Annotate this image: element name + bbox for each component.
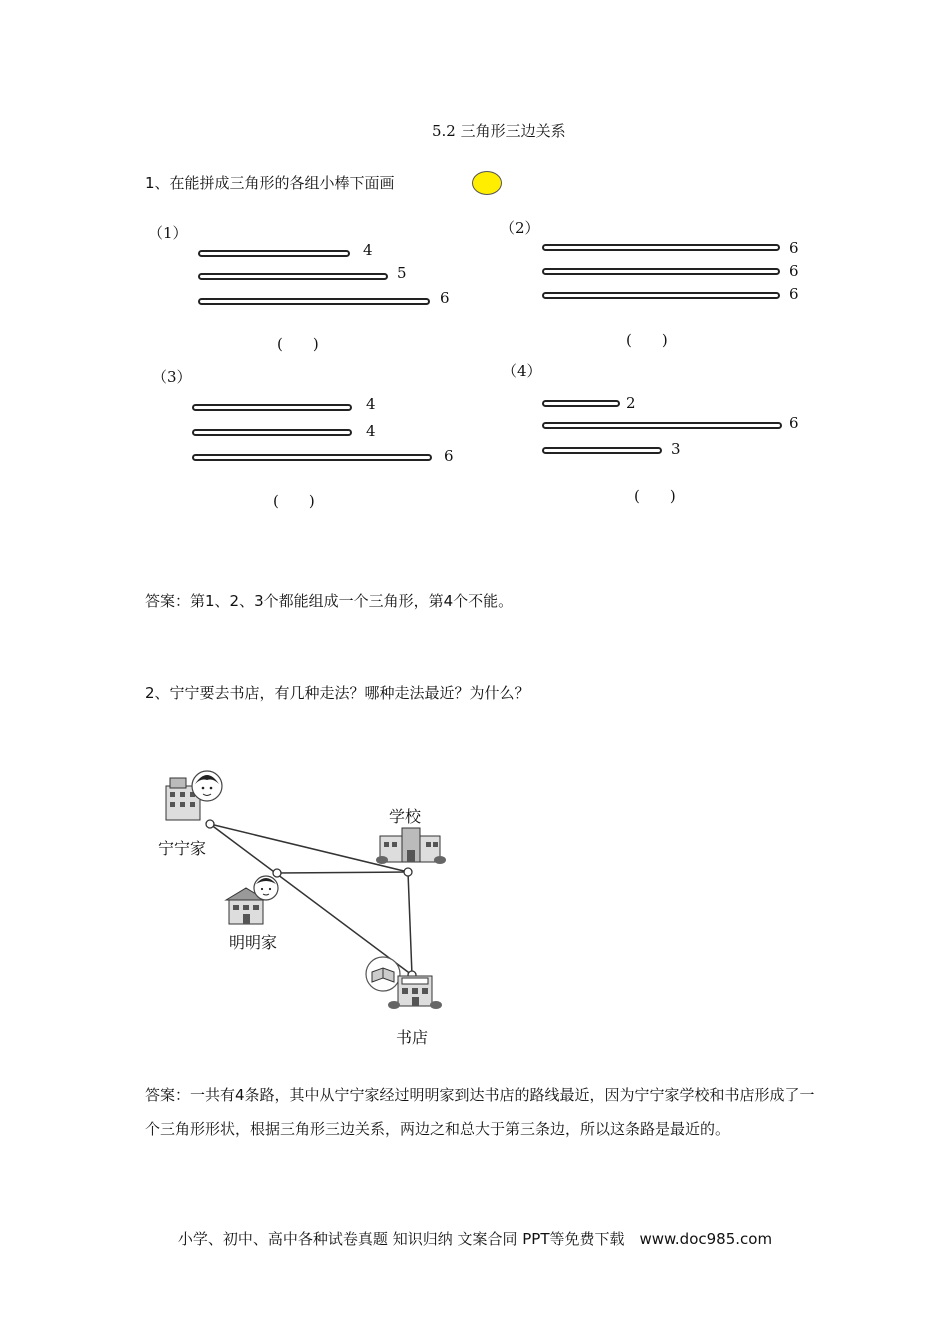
stick bbox=[192, 404, 352, 411]
place-label-bookstore: 书店 bbox=[396, 1028, 429, 1047]
boy-face-icon bbox=[254, 876, 278, 900]
group-4-label: （4） bbox=[502, 362, 542, 380]
group-3-label: （3） bbox=[152, 368, 192, 386]
stick-length: 5 bbox=[397, 264, 407, 282]
stick bbox=[192, 429, 352, 436]
place-label-ningning: 宁宁家 bbox=[158, 839, 207, 858]
stick bbox=[192, 454, 432, 461]
yellow-circle-icon bbox=[472, 171, 502, 195]
stick bbox=[198, 273, 388, 280]
stick bbox=[198, 298, 430, 305]
stick bbox=[542, 400, 620, 407]
node-mingming bbox=[273, 869, 281, 877]
group-1-label: （1） bbox=[148, 224, 188, 242]
place-label-school: 学校 bbox=[389, 807, 422, 826]
stick bbox=[542, 292, 780, 299]
stick-length: 4 bbox=[363, 241, 373, 259]
stick-length: 6 bbox=[789, 414, 799, 432]
route-home-to-school bbox=[210, 824, 408, 872]
question-2-prompt: 2、宁宁要去书店，有几种走法？哪种走法最近？为什么？ bbox=[145, 684, 530, 702]
route-mingming-to-school bbox=[277, 872, 408, 873]
stick-length: 6 bbox=[789, 262, 799, 280]
footer-text: 小学、初中、高中各种试卷真题 知识归纳 文案合同 PPT等免费下载 www.doc985.com bbox=[177, 1230, 773, 1248]
stick-length: 6 bbox=[444, 447, 454, 465]
answer-blank: ( ) bbox=[277, 335, 319, 353]
question-1-prompt: 1、在能拼成三角形的各组小棒下面画 bbox=[145, 174, 395, 192]
answer-blank: ( ) bbox=[626, 331, 668, 349]
page-title: 5.2 三角形三边关系 bbox=[432, 122, 566, 140]
route-school-to-bookstore bbox=[408, 872, 412, 975]
stick-length: 4 bbox=[366, 422, 376, 440]
school-building-icon bbox=[376, 828, 446, 864]
stick-length: 2 bbox=[626, 394, 636, 412]
stick bbox=[198, 250, 350, 257]
stick-length: 4 bbox=[366, 395, 376, 413]
node-school bbox=[404, 868, 412, 876]
group-2-label: （2） bbox=[500, 219, 540, 237]
place-label-mingming: 明明家 bbox=[229, 933, 278, 952]
node-ningning bbox=[206, 820, 214, 828]
stick-length: 6 bbox=[789, 285, 799, 303]
stick-length: 6 bbox=[789, 239, 799, 257]
stick bbox=[542, 244, 780, 251]
stick bbox=[542, 268, 780, 275]
answer-blank: ( ) bbox=[273, 492, 315, 510]
girl-face-icon bbox=[192, 771, 222, 801]
stick-length: 6 bbox=[440, 289, 450, 307]
stick-length: 3 bbox=[671, 440, 681, 458]
book-icon bbox=[366, 957, 400, 991]
answer-2: 答案：一共有4条路，其中从宁宁家经过明明家到达书店的路线最近，因为宁宁家学校和书店形成了一个三角形形状，根据三角形三边关系，两边之和总大于第三条边，所以这条路是最近的。 bbox=[145, 1086, 815, 1138]
answer-1: 答案：第1、2、3个都能组成一个三角形，第4个不能。 bbox=[145, 592, 514, 610]
stick bbox=[542, 447, 662, 454]
stick bbox=[542, 422, 782, 429]
answer-blank: ( ) bbox=[634, 487, 676, 505]
